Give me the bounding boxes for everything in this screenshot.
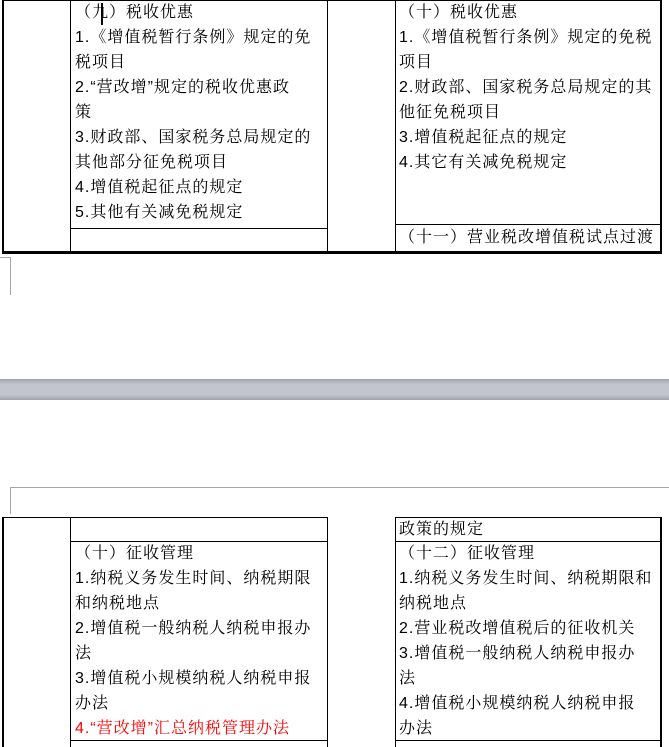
cell-text-line: 政策的规定 <box>399 521 485 538</box>
table2-left-border <box>2 517 4 747</box>
table1-col-divider-1 <box>70 0 71 253</box>
table2-right-cell[interactable] <box>399 541 659 741</box>
table2-left-cell[interactable] <box>75 541 325 741</box>
cell-text-line: 法 <box>75 645 93 662</box>
text-boundary-mark-vertical <box>10 487 11 514</box>
cell-text-line: （九）税收优惠 <box>75 4 195 21</box>
table1-right-border <box>660 0 662 253</box>
cell-text-line: （十）税收优惠 <box>399 4 519 21</box>
table2-top-border-left <box>2 517 328 518</box>
cell-text-line: 纳税地点 <box>399 595 468 612</box>
page-break-band <box>0 379 669 400</box>
cell-text-line: 1.纳税义务发生时间、纳税期限 <box>75 570 312 587</box>
cell-text-line: 2.营业税改增值税后的征收机关 <box>399 620 636 637</box>
cell-text-line: 3.增值税起征点的规定 <box>399 129 568 146</box>
cell-text-line: 税项目 <box>75 54 127 71</box>
text-boundary-mark-vertical <box>10 257 11 295</box>
cell-text-line: 3.增值税小规模纳税人纳税申报 <box>75 670 312 687</box>
table2-right-border <box>660 517 662 747</box>
cell-text-line: 项目 <box>399 54 434 71</box>
cell-text-line: 办法 <box>399 720 434 737</box>
cell-text-line: 1.《增值税暂行条例》规定的免税 <box>399 29 653 46</box>
cell-text-line: 办法 <box>75 695 110 712</box>
cell-text-line: 他征免税项目 <box>399 104 502 121</box>
cell-text-line: 3.增值税一般纳税人纳税申报办 <box>399 645 636 662</box>
cell-text-line: 和纳税地点 <box>75 595 161 612</box>
table1-row2-right-cell[interactable] <box>399 225 659 250</box>
cell-text-line: （十一）营业税改增值税试点过渡 <box>399 229 655 246</box>
cell-text-line: 2.增值税一般纳税人纳税申报办 <box>75 620 312 637</box>
table2-col-divider-1 <box>70 517 71 747</box>
cell-text-line: 法 <box>399 670 417 687</box>
table1-left-row-separator <box>70 228 328 229</box>
cell-text-line: 策 <box>75 104 93 121</box>
table1-bottom-border <box>2 251 662 254</box>
cell-text-line-red: 4.“营改增”汇总纳税管理办法 <box>75 720 291 737</box>
table1-col-divider-2 <box>327 0 328 253</box>
cell-text-line: 2.财政部、国家税务总局规定的其 <box>399 79 653 96</box>
table2-continuation-right-cell[interactable] <box>399 517 659 542</box>
cell-text-line: 4.增值税起征点的规定 <box>75 179 244 196</box>
cell-text-line: 1.纳税义务发生时间、纳税期限和 <box>399 570 653 587</box>
cell-text-line: 2.“营改增”规定的税收优惠政 <box>75 79 291 96</box>
table2-col-divider-2 <box>327 517 328 747</box>
table1-col-divider-3 <box>395 0 396 253</box>
table1-right-cell[interactable] <box>399 0 659 175</box>
cell-text-line: 3.财政部、国家税务总局规定的 <box>75 129 312 146</box>
cell-text-line: 5.其他有关减免税规定 <box>75 204 244 221</box>
table2-col-divider-3 <box>395 517 396 747</box>
cell-text-line: （十二）征收管理 <box>399 545 536 562</box>
cell-text-line: 4.增值税小规模纳税人纳税申报 <box>399 695 636 712</box>
table1-left-border <box>2 0 4 253</box>
cell-text-line: （十）征收管理 <box>75 545 195 562</box>
cell-text-line: 其他部分征免税项目 <box>75 154 229 171</box>
text-boundary-mark-horizontal <box>10 487 669 488</box>
table1-left-cell[interactable] <box>75 0 325 225</box>
cell-text-line: 4.其它有关减免税规定 <box>399 154 568 171</box>
cell-text-line: 1.《增值税暂行条例》规定的免 <box>75 29 312 46</box>
